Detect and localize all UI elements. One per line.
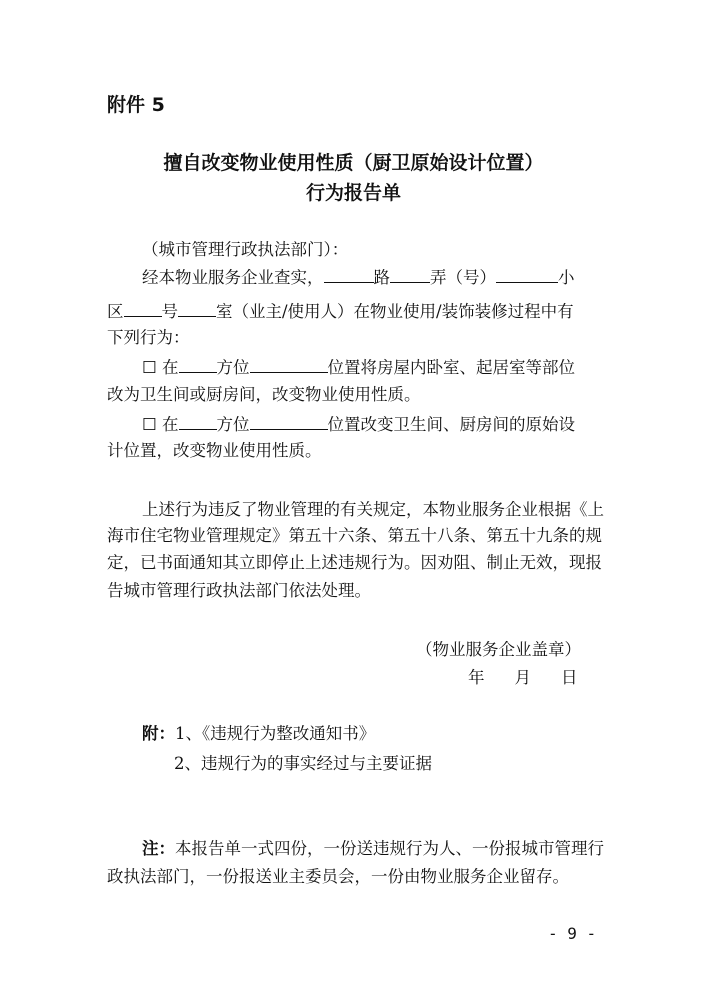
item1-position-blank: [250, 356, 328, 374]
date-day: 日: [561, 668, 578, 687]
date-month: 月: [514, 668, 531, 687]
body-line3: 定，已书面通知其立即停止上述违规行为。因劝阻、制止无效，现报: [107, 553, 602, 572]
item1-line2: 改为卫生间或厨房间，改变物业使用性质。: [107, 385, 421, 404]
item1-direction-label: 方位: [216, 358, 250, 377]
road-label: 路: [373, 268, 390, 287]
item2-at-label: 在: [162, 415, 179, 434]
community-label: 小: [558, 268, 575, 287]
note-line1: [142, 835, 604, 859]
seal-text: （物业服务企业盖章）: [416, 640, 581, 659]
item1-line1: [142, 354, 575, 378]
item2-text: 位置改变卫生间、厨房间的原始设: [327, 415, 576, 434]
attachment-item2: 2、违规行为的事实经过与主要证据: [174, 754, 432, 773]
district-label: 区: [107, 302, 124, 321]
form-title-line1: 擅自改变物业使用性质（厨卫原始设计位置）: [163, 152, 544, 174]
item1-checkbox[interactable]: ☐: [142, 358, 157, 377]
number-label: 号: [161, 302, 178, 321]
form-title-line2: 行为报告单: [305, 182, 401, 204]
note-text1: 本报告单一式四份，一份送违规行为人、一份报城市管理行: [175, 839, 604, 858]
date-year: 年: [468, 668, 485, 687]
item2-line1: [142, 411, 575, 435]
body-line1: 上述行为违反了物业管理的有关规定，本物业服务企业根据《上: [142, 500, 604, 519]
lane-label: 弄（号）: [430, 268, 496, 287]
item1-at-label: 在: [162, 358, 179, 377]
date-line: [468, 664, 578, 688]
road-blank: [324, 266, 374, 284]
intro-line3: 下列行为：: [107, 328, 190, 347]
note-line2: 政执法部门，一份报送业主委员会，一份由物业服务企业留存。: [107, 867, 569, 886]
room-label: 室（业主/使用人）在物业使用/装饰装修过程中有: [216, 302, 574, 321]
page-number: - 9 -: [548, 924, 597, 943]
item2-checkbox[interactable]: ☐: [142, 415, 157, 434]
lane-blank: [390, 266, 430, 284]
item1-text: 位置将房屋内卧室、起居室等部位: [327, 358, 576, 377]
number-blank: [124, 300, 162, 318]
item2-position-blank: [250, 413, 328, 431]
item2-direction-blank: [179, 413, 217, 431]
item1-direction-blank: [179, 356, 217, 374]
intro-text: 经本物业服务企业查实，: [142, 268, 324, 287]
attachment-label: 附件 5: [107, 94, 165, 116]
body-line4: 告城市管理行政执法部门依法处理。: [107, 581, 371, 600]
intro-line2: [107, 298, 574, 322]
community-blank: [496, 266, 558, 284]
attachment-item1: 1、《违规行为整改通知书》: [175, 724, 376, 743]
body-line2: 海市住宅物业管理规定》第五十六条、第五十八条、第五十九条的规: [107, 526, 602, 545]
item2-line2: 计位置，改变物业使用性质。: [107, 441, 322, 460]
attachments-line1: [142, 720, 375, 744]
attachments-label: 附：: [142, 724, 175, 743]
item2-direction-label: 方位: [216, 415, 250, 434]
intro-line1: [142, 264, 575, 288]
addressee: （城市管理行政执法部门）：: [142, 240, 349, 259]
note-label: 注：: [142, 839, 175, 858]
room-blank: [178, 300, 216, 318]
